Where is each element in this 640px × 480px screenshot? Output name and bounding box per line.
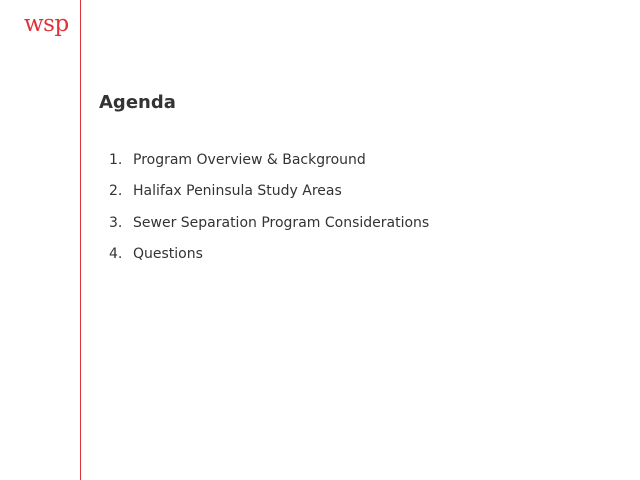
page-title: Agenda xyxy=(99,92,176,113)
agenda-item xyxy=(109,239,429,271)
agenda-item-number: 4. xyxy=(109,246,123,263)
wsp-logo: wsp xyxy=(24,11,69,37)
agenda-item-label: Questions xyxy=(133,246,203,263)
agenda-item-label: Halifax Peninsula Study Areas xyxy=(133,183,342,200)
agenda-item xyxy=(109,144,429,176)
agenda-item xyxy=(109,207,429,239)
agenda-item-number: 1. xyxy=(109,151,123,168)
agenda-item-number: 2. xyxy=(109,183,123,200)
agenda-item-label: Program Overview & Background xyxy=(133,151,366,168)
agenda-item xyxy=(109,176,429,208)
vertical-divider xyxy=(80,0,81,480)
agenda-item-number: 3. xyxy=(109,214,123,231)
agenda-list xyxy=(109,144,429,270)
agenda-item-label: Sewer Separation Program Considerations xyxy=(133,214,430,231)
